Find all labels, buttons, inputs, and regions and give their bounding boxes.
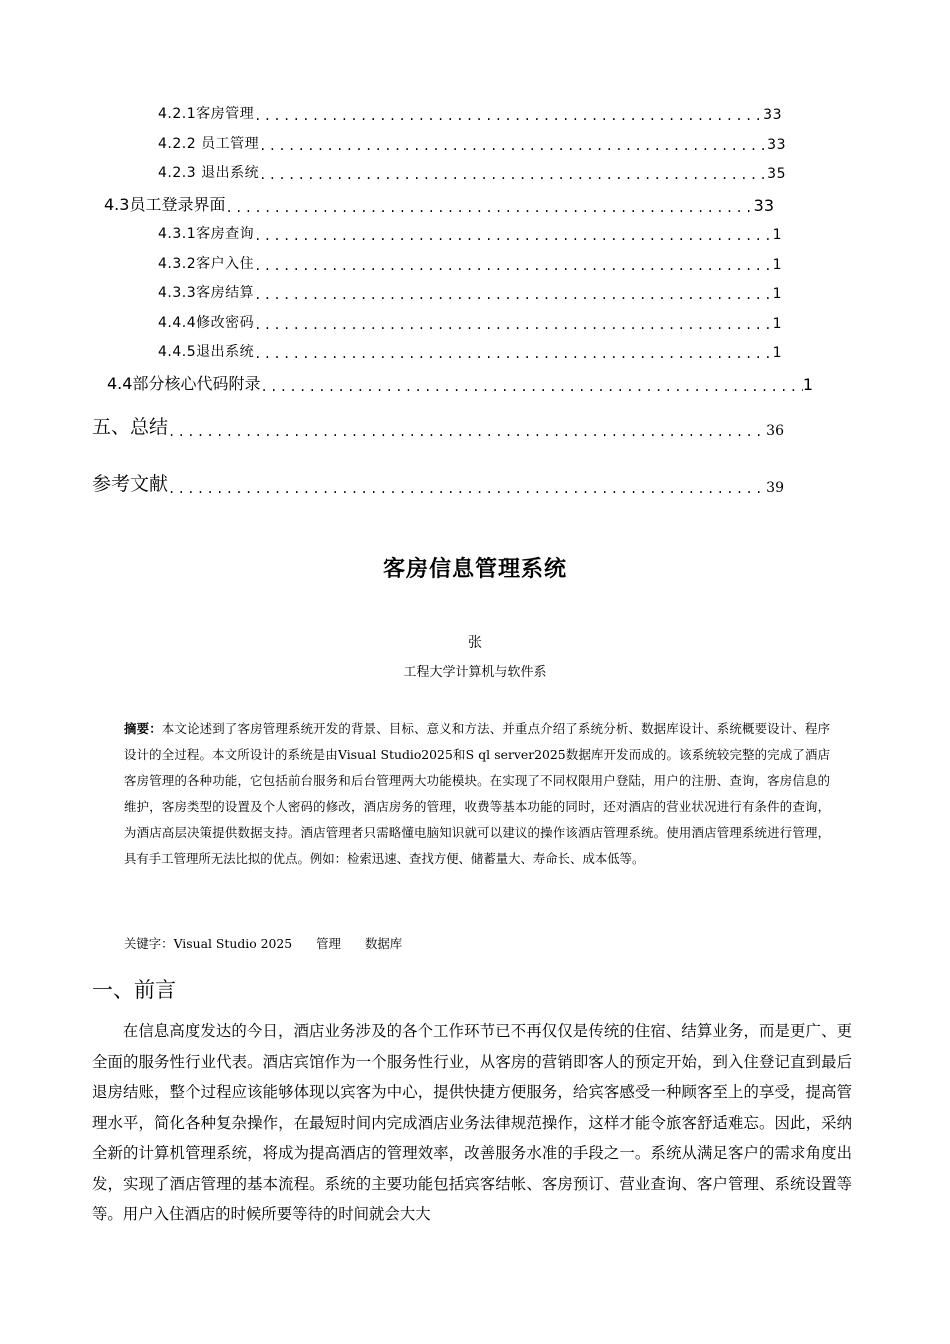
section-body: 在信息高度发达的今日，酒店业务涉及的各个工作环节已不再仅仅是传统的住宿、结算业务，而是更广、更全面的服务性行业代表。酒店宾馆作为一个服务性行业，从客房的营销即客人的预定开始，到入住登记直到最后退房结账，整个过程应该能够体现以宾客为中心，提供快捷方便服务，给宾客感受一种顾客至上的享受，提高管理水平，简化各种复杂操作，在最短时间内完成酒店业务法律规范操作，这样才能令旅客舒适难忘。因此，采纳全新的计算机管理系统，将成为提高酒店的管理效率，改善服务水准的手段之一。系统从满足客户的需求角度出发，实现了酒店管理的基本流程。系统的主要功能包括宾客结帐、客房预订、营业查询、客户管理、系统设置等等。用户入住酒店的时候所要等待的时间就会大大: [92, 1022, 852, 1223]
toc-page-number: 35: [767, 166, 786, 182]
toc-label: 参考文献: [92, 473, 169, 495]
toc-leader-dots: [168, 425, 766, 439]
keyword: 数据库: [364, 936, 403, 951]
toc-entry[interactable]: [158, 253, 782, 273]
toc-entry[interactable]: [158, 103, 782, 123]
toc-label: 4.4.4修改密码: [158, 315, 255, 331]
keyword: Visual Studio 2025: [173, 936, 293, 951]
toc-page-number: 1: [772, 227, 782, 243]
toc-page-number: 39: [766, 480, 784, 496]
toc-page-number: 33: [767, 137, 786, 153]
toc-page-number: 1: [772, 257, 782, 273]
toc-entry[interactable]: [107, 371, 813, 394]
toc-entry[interactable]: [92, 412, 784, 439]
toc-page-number: 33: [753, 196, 774, 215]
toc-page-number: 1: [802, 375, 813, 394]
toc-leader-dots: [254, 347, 772, 361]
toc-page-number: 1: [772, 316, 782, 332]
author-affiliation: 工程大学计算机与软件系: [403, 665, 547, 680]
keywords: [124, 934, 426, 952]
toc-label: 4.4.5退出系统: [158, 344, 255, 360]
toc-label: 4.2.2 员工管理: [158, 136, 260, 152]
toc-label: 4.3.3客房结算: [158, 285, 255, 301]
toc-leader-dots: [259, 139, 767, 153]
toc-page-number: 33: [763, 107, 782, 123]
toc-label: 4.3.1客房查询: [158, 226, 255, 242]
toc-leader-dots: [254, 229, 772, 243]
toc-leader-dots: [254, 109, 763, 123]
author-name: 张: [468, 635, 482, 651]
toc-entry[interactable]: [158, 282, 782, 302]
keyword: 管理: [316, 936, 341, 951]
toc-leader-dots: [254, 318, 772, 332]
toc-entry[interactable]: [158, 162, 786, 182]
toc-label: 五、总结: [92, 416, 169, 438]
abstract-text: 本文论述到了客房管理系统开发的背景、目标、意义和方法、并重点介绍了系统分析、数据库设计、系统概要设计、程序设计的全过程。本文所设计的系统是由Visual Studio2025和S ql server2025数据库开发而成的。该系统较完整的完成了酒店客房管理的各种功能，它包括前台服务和后台管理两大功能模块。在实现了不同权限用户登陆，用户的注册、查询，客房信息的维护，客房类型的设置及个人密码的修改，酒店房务的管理，收费等基本功能的同时，还对酒店的营业状况进行有条件的查询，为酒店高层决策提供数据支持。酒店管理者只需略懂电脑知识就可以建议的操作该酒店管理系统。使用酒店管理系统进行管理，具有手工管理所无法比拟的优点。例如：检索迅速、查找方便、储蓄量大、寿命长、成本低等。: [124, 721, 831, 866]
toc-entry[interactable]: [158, 341, 782, 361]
keywords-label: 关键字：: [124, 936, 174, 951]
section-heading: 一、前言: [92, 978, 176, 1002]
toc-page-number: 36: [766, 423, 784, 439]
toc-leader-dots: [225, 201, 753, 215]
toc-leader-dots: [260, 380, 802, 394]
toc-leader-dots: [259, 168, 767, 182]
toc-label: 4.3.2客户入住: [158, 256, 255, 272]
toc-label: 4.3员工登录界面: [104, 195, 226, 214]
toc-leader-dots: [254, 288, 772, 302]
toc-leader-dots: [254, 259, 772, 273]
toc-entry[interactable]: [92, 469, 784, 496]
toc-leader-dots: [168, 482, 766, 496]
abstract: [124, 716, 830, 872]
toc-entry[interactable]: [158, 133, 786, 153]
toc-entry[interactable]: [158, 312, 782, 332]
toc-label: 4.4部分核心代码附录: [107, 374, 261, 393]
toc-entry[interactable]: [104, 192, 774, 215]
toc-entry[interactable]: [158, 223, 782, 243]
toc-label: 4.2.1客房管理: [158, 106, 255, 122]
abstract-label: 摘要：: [124, 721, 162, 736]
toc-label: 4.2.3 退出系统: [158, 165, 260, 181]
toc-page-number: 1: [772, 345, 782, 361]
paper-title: 客房信息管理系统: [382, 557, 567, 582]
toc-page-number: 1: [772, 286, 782, 302]
